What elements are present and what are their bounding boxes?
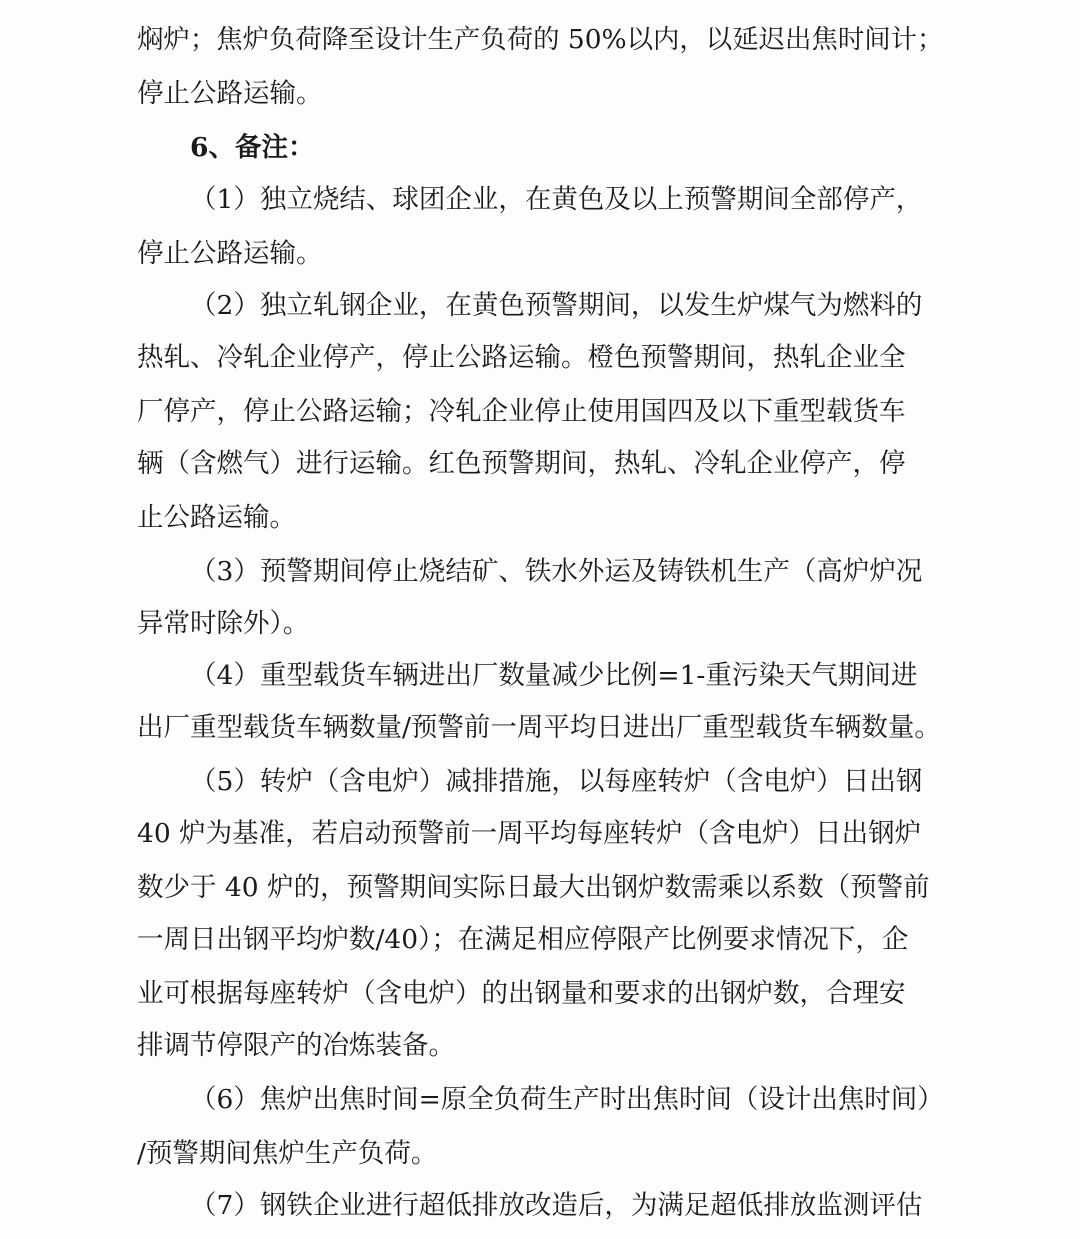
text-line: （5）转炉（含电炉）减排措施，以每座转炉（含电炉）日出钢 [190, 766, 923, 797]
text-line: （6）焦炉出焦时间=原全负荷生产时出焦时间（设计出焦时间） [190, 1084, 944, 1115]
text-line: （7）钢铁企业进行超低排放改造后，为满足超低排放监测评估 [190, 1190, 923, 1221]
text-line: 停止公路运输。 [137, 238, 323, 269]
text-line: 厂停产，停止公路运输；冷轧企业停止使用国四及以下重型载货车 [137, 396, 906, 427]
text-line: 数少于 40 炉的，预警期间实际日最大出钢炉数需乘以系数（预警前 [137, 872, 930, 903]
text-line: 40 炉为基准，若启动预警前一周平均每座转炉（含电炉）日出钢炉 [137, 818, 922, 849]
text-line: 热轧、冷轧企业停产，停止公路运输。橙色预警期间，热轧企业全 [137, 342, 906, 373]
text-line: /预警期间焦炉生产负荷。 [137, 1138, 438, 1169]
text-line: 辆（含燃气）进行运输。红色预警期间，热轧、冷轧企业停产，停 [137, 448, 906, 479]
text-line: 停止公路运输。 [137, 78, 323, 109]
text-line: 排调节停限产的冶炼装备。 [137, 1030, 455, 1061]
text-line: （3）预警期间停止烧结矿、铁水外运及铸铁机生产（高炉炉况 [190, 556, 923, 587]
text-line: 异常时除外）。 [137, 608, 310, 639]
text-line: 一周日出钢平均炉数/40）；在满足相应停限产比例要求情况下，企 [137, 924, 909, 955]
text-line: （2）独立轧钢企业，在黄色预警期间，以发生炉煤气为燃料的 [190, 290, 923, 321]
text-line: （4）重型载货车辆进出厂数量减少比例=1-重污染天气期间进 [190, 660, 918, 691]
text-line: （1）独立烧结、球团企业，在黄色及以上预警期间全部停产， [190, 184, 923, 215]
text-line: 业可根据每座转炉（含电炉）的出钢量和要求的出钢炉数，合理安 [137, 978, 906, 1009]
section-heading: 6、备注： [190, 132, 315, 163]
text-line: 出厂重型载货车辆数量/预警前一周平均日进出厂重型载货车辆数量。 [137, 712, 941, 743]
text-line: 焖炉；焦炉负荷降至设计生产负荷的 50%以内，以延迟出焦时间计； [137, 24, 944, 55]
text-line: 止公路运输。 [137, 502, 296, 533]
